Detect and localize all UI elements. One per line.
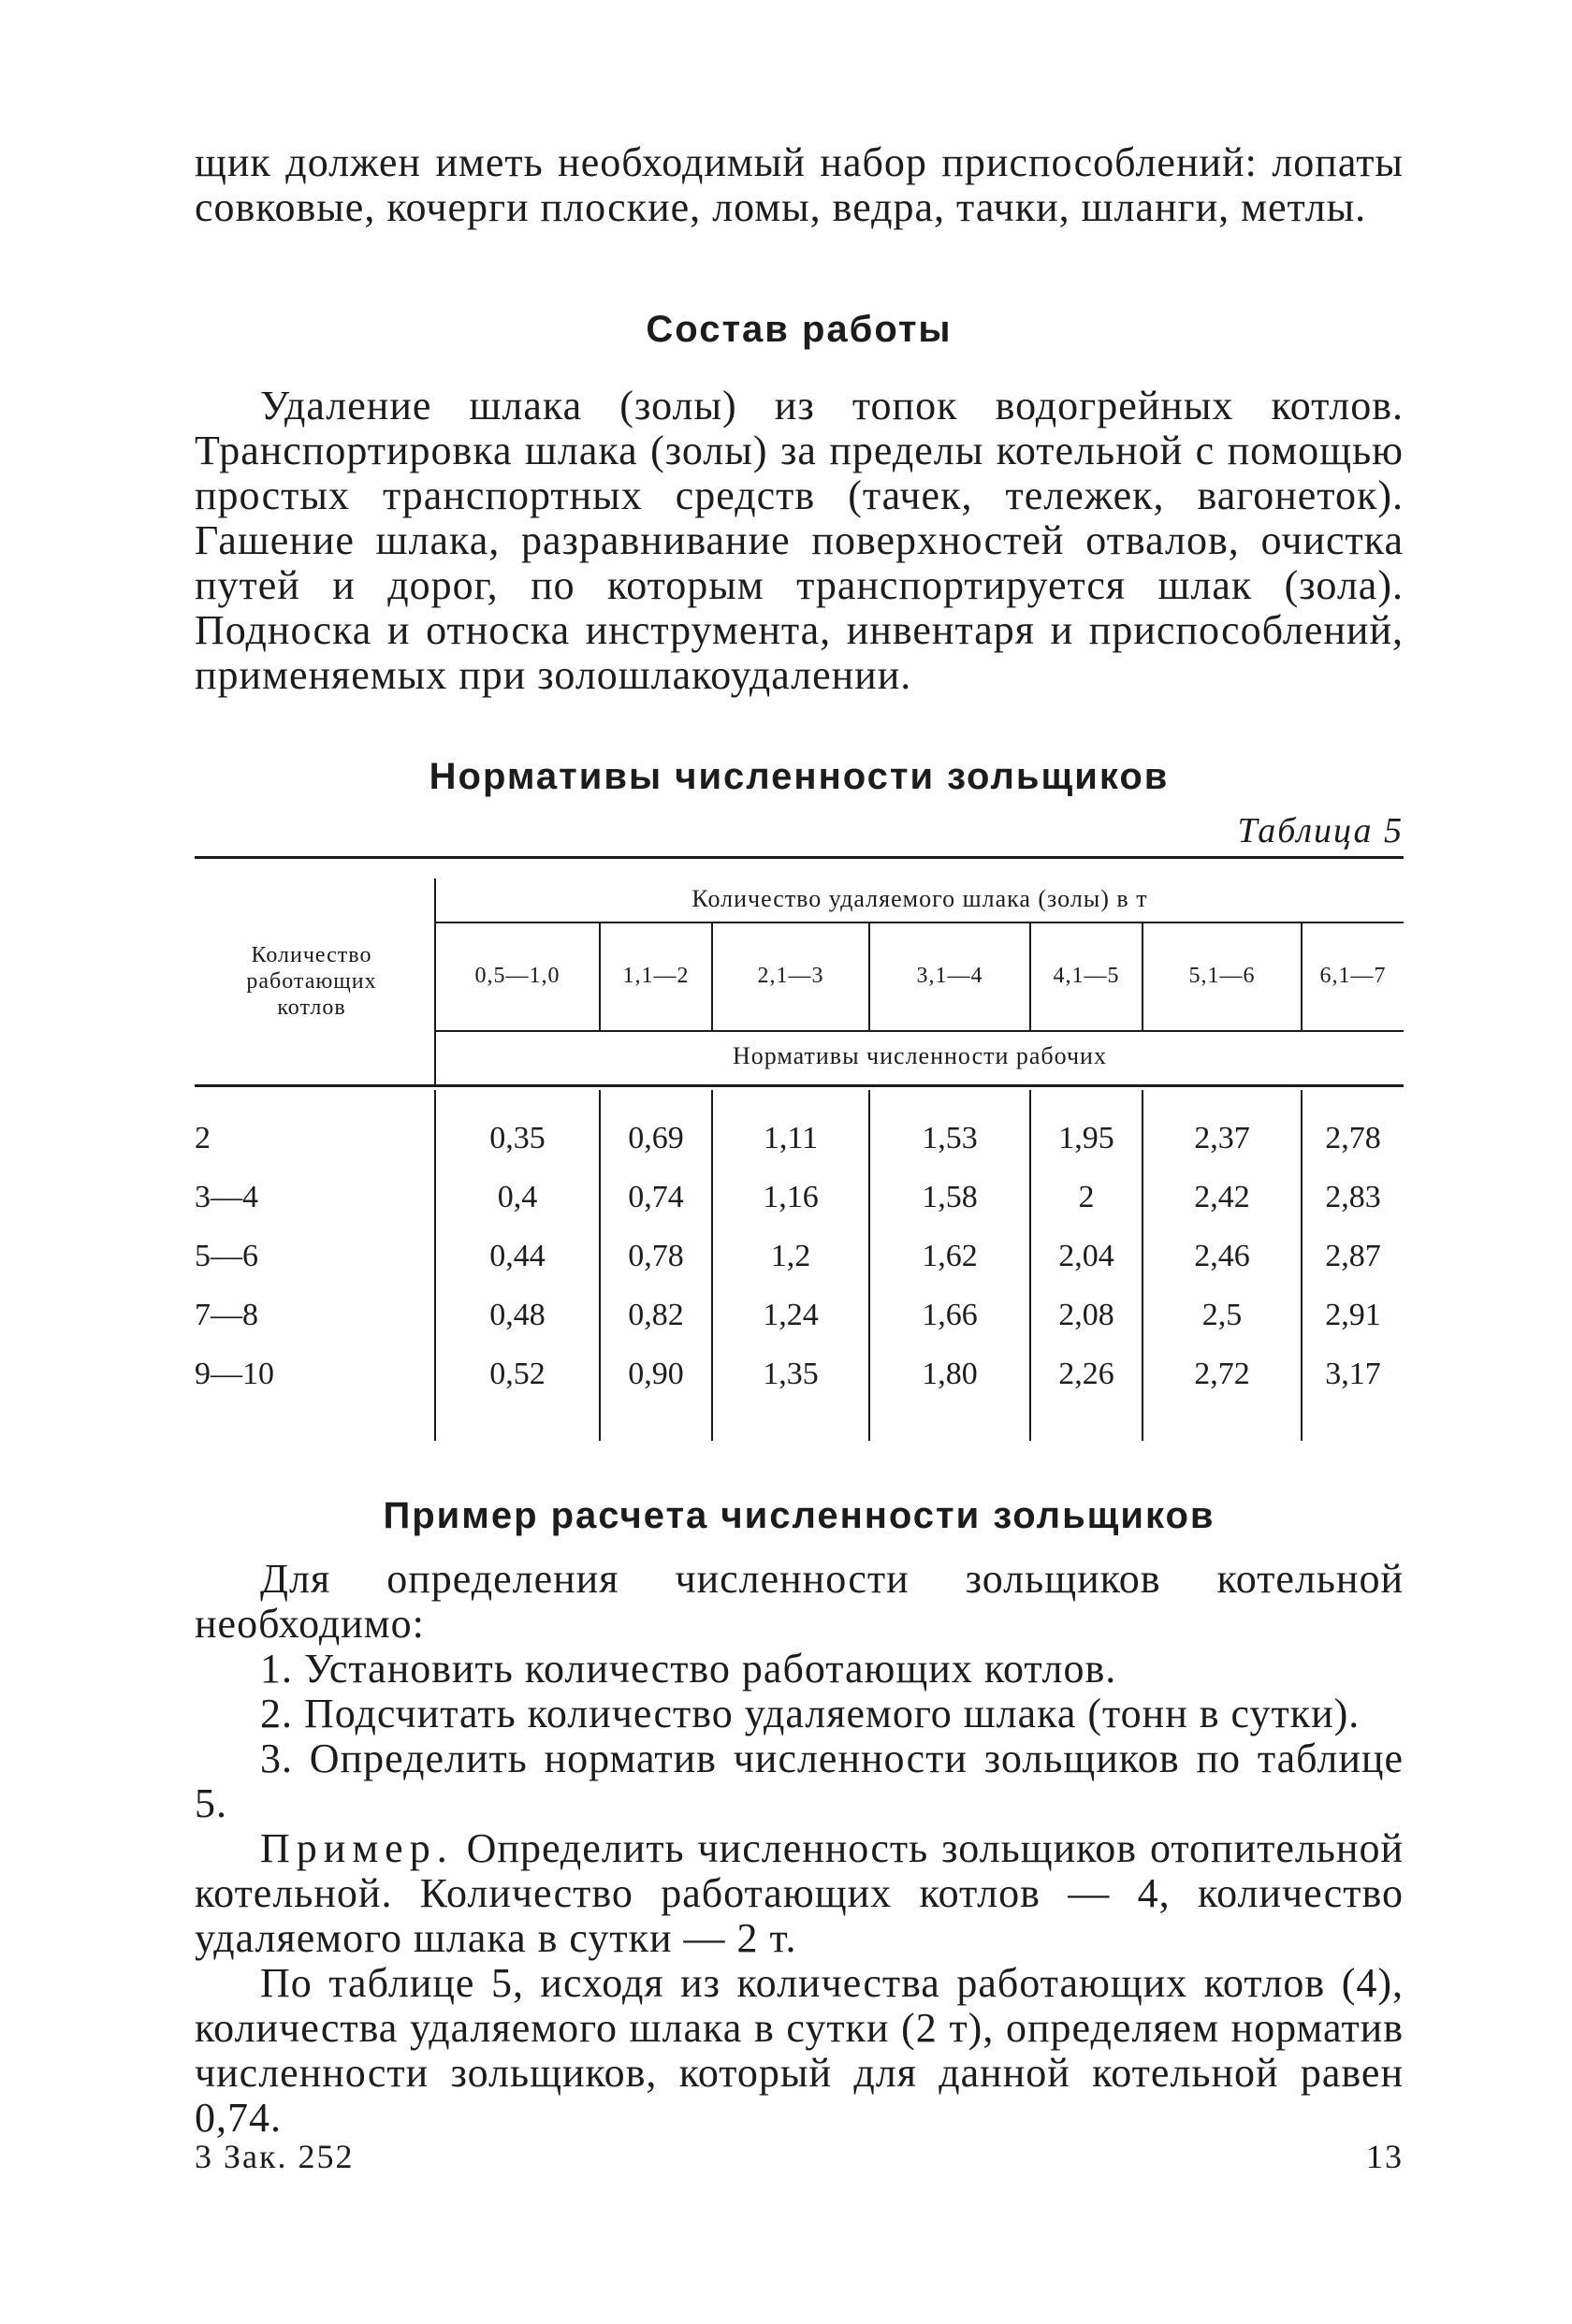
value-cell: 2,72 [1194,1357,1250,1391]
value-cell: 2,83 [1325,1180,1381,1214]
boilers-cell: 3—4 [195,1180,258,1214]
intro-paragraph: щик должен иметь необходимый набор приспособлений: лопаты совковые, кочерги плоские, ломы, ведра, тачки, шланги, метлы. [195,139,1404,230]
value-cell: 2,5 [1201,1298,1243,1332]
value-cell: 1,95 [1058,1121,1114,1155]
value-cell: 1,16 [763,1180,819,1214]
value-cell: 1,11 [763,1121,819,1155]
step-item: 1. Установить количество работающих котлов. [260,1646,1117,1692]
value-cell: 0,69 [628,1121,684,1155]
value-cell: 0,4 [497,1180,538,1214]
value-cell: 2,91 [1325,1298,1381,1332]
example-label: Пример. [260,1825,454,1871]
table-heading: Нормативы численности зольщиков [429,756,1170,797]
step-item: 2. Подсчитать количество удаляемого шлака (тонн в сутки). [260,1691,1361,1736]
value-cell: 2,46 [1194,1239,1250,1273]
value-cell: 2,26 [1058,1357,1114,1391]
example-body [195,1557,1404,2141]
example-heading: Пример расчета численности зольщиков [383,1495,1215,1536]
group-header: Количество удаляемого шлака (золы) в т [691,885,1148,912]
value-cell: 1,66 [922,1298,978,1332]
col-header: 3,1—4 [916,964,983,988]
col-header: 0,5—1,0 [474,964,560,988]
value-cell: 1,62 [922,1239,978,1273]
col-header: 2,1—3 [757,964,824,988]
value-cell: 0,78 [628,1239,684,1273]
col-header: 6,1—7 [1319,964,1387,988]
norms-table [195,856,1404,1455]
value-cell: 0,74 [628,1180,684,1214]
value-cell: 2,37 [1194,1121,1250,1155]
value-cell: 0,52 [489,1357,546,1391]
value-cell: 2,78 [1325,1121,1381,1155]
example-lead: Для определения численности зольщиков котельной необходимо: [195,1556,1404,1647]
example-text: Определить численность зольщиков отопительной котельной. Количество работающих котлов — 4, количество удаляемого шлака в сутки — 2 т. [195,1825,1405,1961]
value-cell: 1,2 [770,1239,811,1273]
value-cell: 1,80 [922,1357,978,1391]
table-caption: Таблица 5 [1237,811,1404,850]
boilers-cell: 9—10 [195,1357,274,1391]
value-cell: 0,35 [489,1121,546,1155]
value-cell: 0,90 [628,1357,684,1391]
boilers-cell: 2 [195,1121,211,1155]
step-item: 3. Определить норматив численности зольщиков по таблице 5. [195,1736,1404,1826]
value-cell: 2 [1078,1180,1095,1214]
value-cell: 2,87 [1325,1239,1381,1273]
col-header: 4,1—5 [1053,964,1120,988]
work-paragraph: Удаление шлака (золы) из топок водогрейных котлов. Транспортировка шлака (золы) за пределы котельной с помощью простых транспортных средств (тачек, тележек, вагонеток). Гашение шлака, разравнивание поверхностей отвалов, очистка путей и дорог, по которым транспортируется шлак (зола). Подноска и относка инструмента, инвентаря и приспособлений, применяемых при золошлакоудалении. [195,383,1404,698]
value-cell: 0,48 [489,1298,546,1332]
boilers-cell: 5—6 [195,1239,258,1273]
col-header: 1,1—2 [622,964,690,988]
norms-header: Нормативы численности рабочих [733,1042,1107,1069]
value-cell: 3,17 [1325,1357,1381,1391]
col-header: 5,1—6 [1188,964,1256,988]
value-cell: 1,35 [763,1357,819,1391]
conclusion-paragraph: По таблице 5, исходя из количества работающих котлов (4), количества удаляемого шлака в сутки (2 т), определяем норматив численности зольщиков, который для данной котельной равен 0,74. [195,1960,1404,2141]
value-cell: 1,53 [922,1121,978,1155]
value-cell: 0,44 [489,1239,546,1273]
value-cell: 2,42 [1194,1180,1250,1214]
work-heading: Состав работы [646,309,953,350]
example-paragraph [195,1826,1404,1961]
value-cell: 2,08 [1058,1298,1114,1332]
footer-signature: 3 Зак. 252 [195,2138,355,2175]
value-cell: 1,24 [763,1298,819,1332]
value-cell: 0,82 [628,1298,684,1332]
value-cell: 1,58 [922,1180,978,1214]
value-cell: 2,04 [1058,1239,1114,1273]
row-header: Количество работающих котлов [246,943,377,1020]
page-number: 13 [1366,2138,1404,2175]
boilers-cell: 7—8 [195,1298,258,1332]
